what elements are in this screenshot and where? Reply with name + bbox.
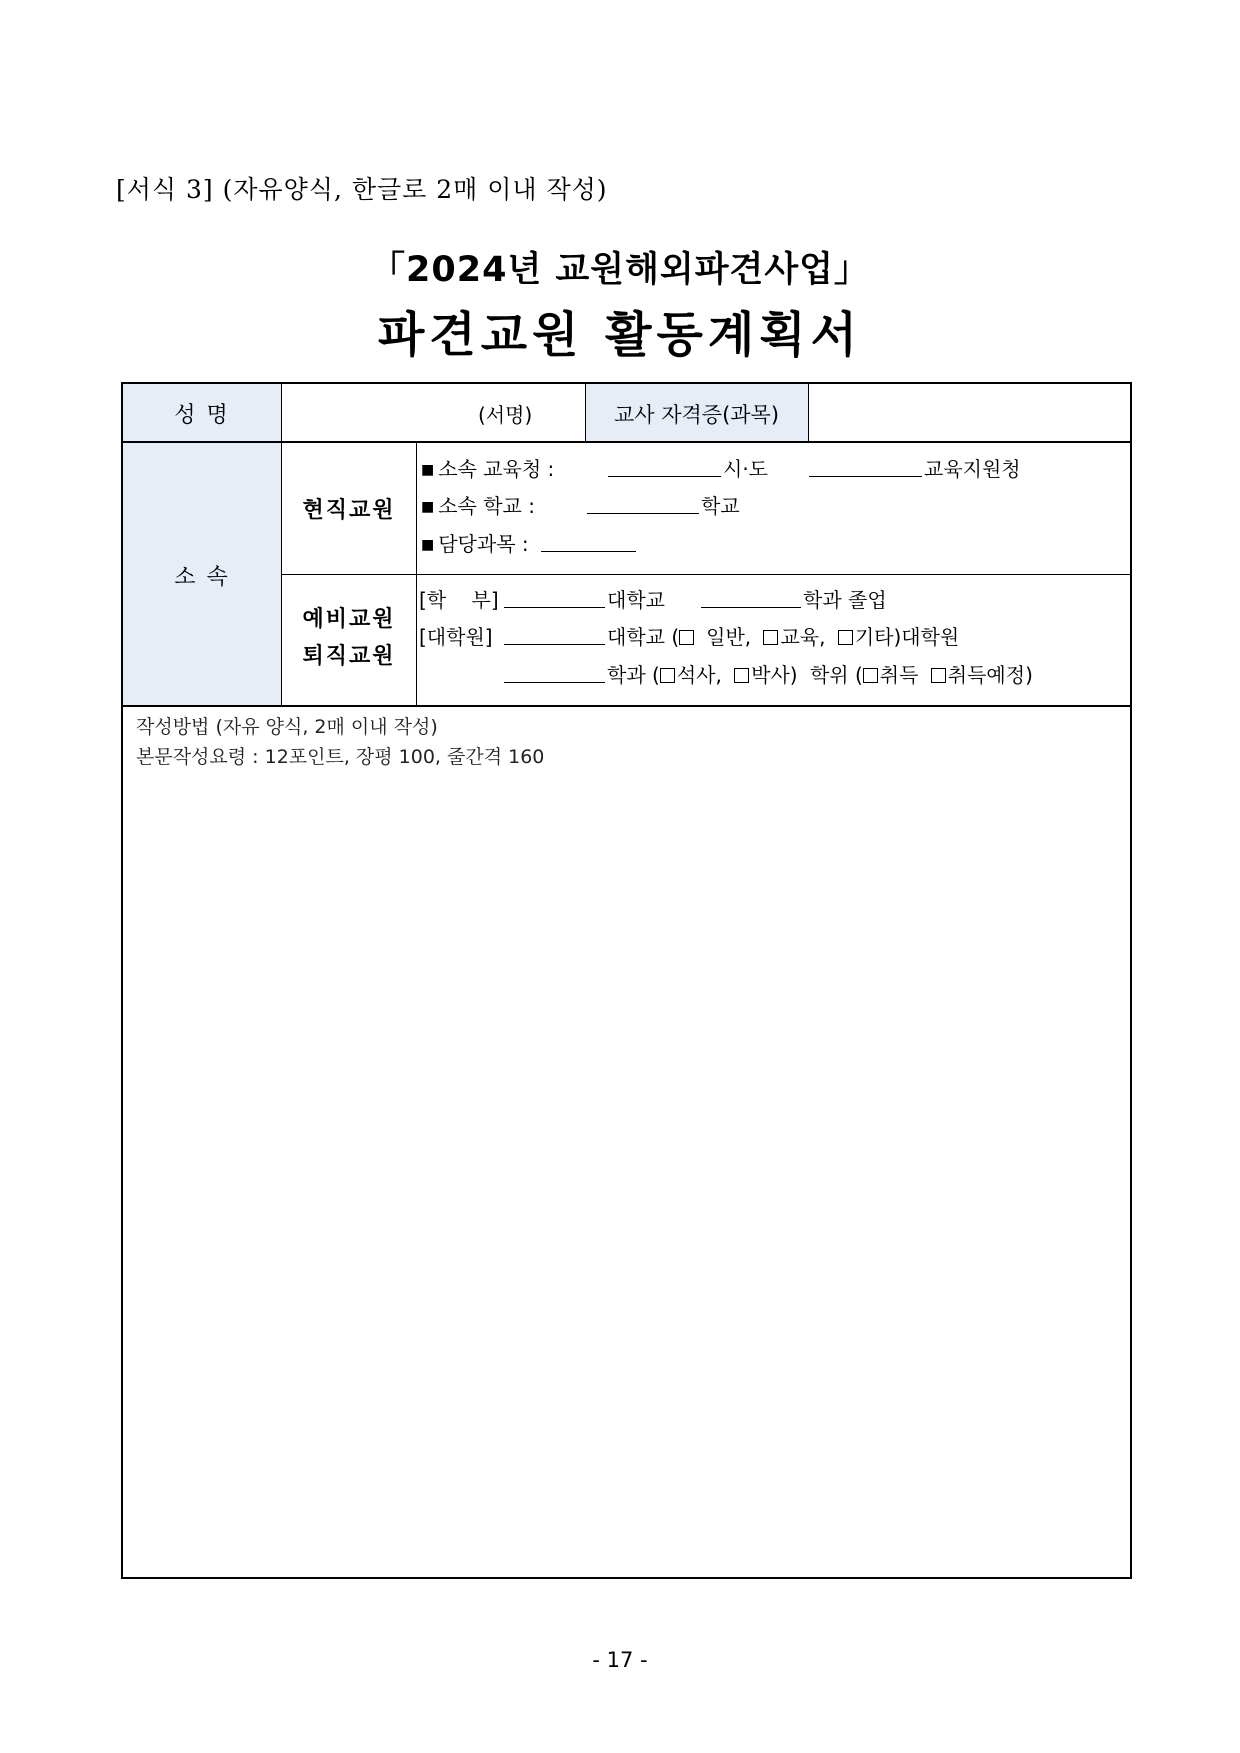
current-teacher-label: 현직교원: [302, 498, 396, 523]
school-prefix: 소속 학교 :: [438, 494, 535, 518]
form-label: [서식 3] (자유양식, 한글로 2매 이내 작성): [116, 175, 608, 204]
instructions-line1: 작성방법 (자유 양식, 2매 이내 작성): [136, 716, 438, 738]
bullet-square-icon: ■: [421, 537, 435, 553]
office-suffix: 교육지원청: [924, 457, 1021, 481]
opt-other: 기타)대학원: [854, 625, 960, 649]
opt-general: 일반,: [706, 625, 752, 649]
column-divider: [416, 443, 417, 705]
bullet-square-icon: ■: [421, 499, 435, 515]
license-label: 교사 자격증(과목): [613, 403, 780, 427]
opt-obtained: 취득: [879, 663, 919, 687]
checkbox-obtained[interactable]: [863, 668, 878, 683]
row-divider: [123, 441, 1130, 443]
grad-university-blank[interactable]: [504, 644, 605, 645]
grad-degree-line: [607, 659, 1033, 688]
opt-education: 교육,: [780, 625, 826, 649]
row-divider: [281, 574, 1130, 575]
checkbox-expected[interactable]: [931, 668, 946, 683]
school-line: [421, 490, 535, 519]
prospective-teacher-label: 예비교원: [302, 607, 396, 632]
name-label: 성 명: [174, 403, 230, 428]
column-divider: [808, 384, 809, 441]
row-divider: [123, 705, 1130, 707]
affiliation-label: 소 속: [174, 565, 230, 590]
subject-prefix: 담당과목 :: [438, 532, 529, 556]
retired-teacher-label: 퇴직교원: [302, 644, 396, 669]
grad-type-line: [607, 621, 959, 650]
office-mid: 시·도: [723, 457, 768, 481]
opt-expected: 취득예정): [947, 663, 1033, 687]
signature-hint: (서명): [478, 403, 533, 427]
office-line: [421, 453, 554, 482]
office-prefix: 소속 교육청 :: [438, 457, 555, 481]
office-city-blank[interactable]: [608, 476, 721, 477]
body-text-area[interactable]: [125, 774, 1128, 1574]
page-number: - 17 -: [592, 1648, 648, 1672]
checkbox-doctor[interactable]: [734, 668, 749, 683]
instructions-line2: 본문작성요령 : 12포인트, 장평 100, 줄간격 160: [136, 746, 545, 768]
application-table: [121, 382, 1132, 1579]
school-blank[interactable]: [587, 513, 699, 514]
opt-doctor: 박사): [751, 663, 798, 687]
name-input[interactable]: [283, 386, 583, 439]
undergrad-university-blank[interactable]: [504, 607, 605, 608]
school-suffix: 학교: [701, 494, 740, 518]
degree-open: 학위 (: [809, 663, 863, 687]
subject-blank[interactable]: [541, 551, 636, 552]
subject-line: [421, 528, 529, 557]
bullet-square-icon: ■: [421, 462, 435, 478]
checkbox-education[interactable]: [763, 630, 778, 645]
opt-master: 석사,: [676, 663, 722, 687]
grad-prefix: [대학원]: [419, 625, 493, 649]
document-subtitle: 파견교원 활동계획서: [377, 307, 863, 363]
license-input[interactable]: [811, 386, 1127, 439]
checkbox-other[interactable]: [838, 630, 853, 645]
undergrad-department-blank[interactable]: [701, 607, 801, 608]
grad-university: 대학교 (: [607, 625, 680, 649]
checkbox-master[interactable]: [660, 668, 675, 683]
undergrad-department: 학과 졸업: [803, 588, 887, 612]
office-district-blank[interactable]: [809, 476, 922, 477]
checkbox-general[interactable]: [679, 630, 694, 645]
grad-department: 학과 (: [607, 663, 660, 687]
undergrad-university: 대학교: [607, 588, 665, 612]
grad-department-blank[interactable]: [504, 682, 605, 683]
document-title: 「2024년 교원해외파견사업」: [370, 250, 870, 290]
undergrad-prefix: [학 부]: [419, 588, 499, 612]
